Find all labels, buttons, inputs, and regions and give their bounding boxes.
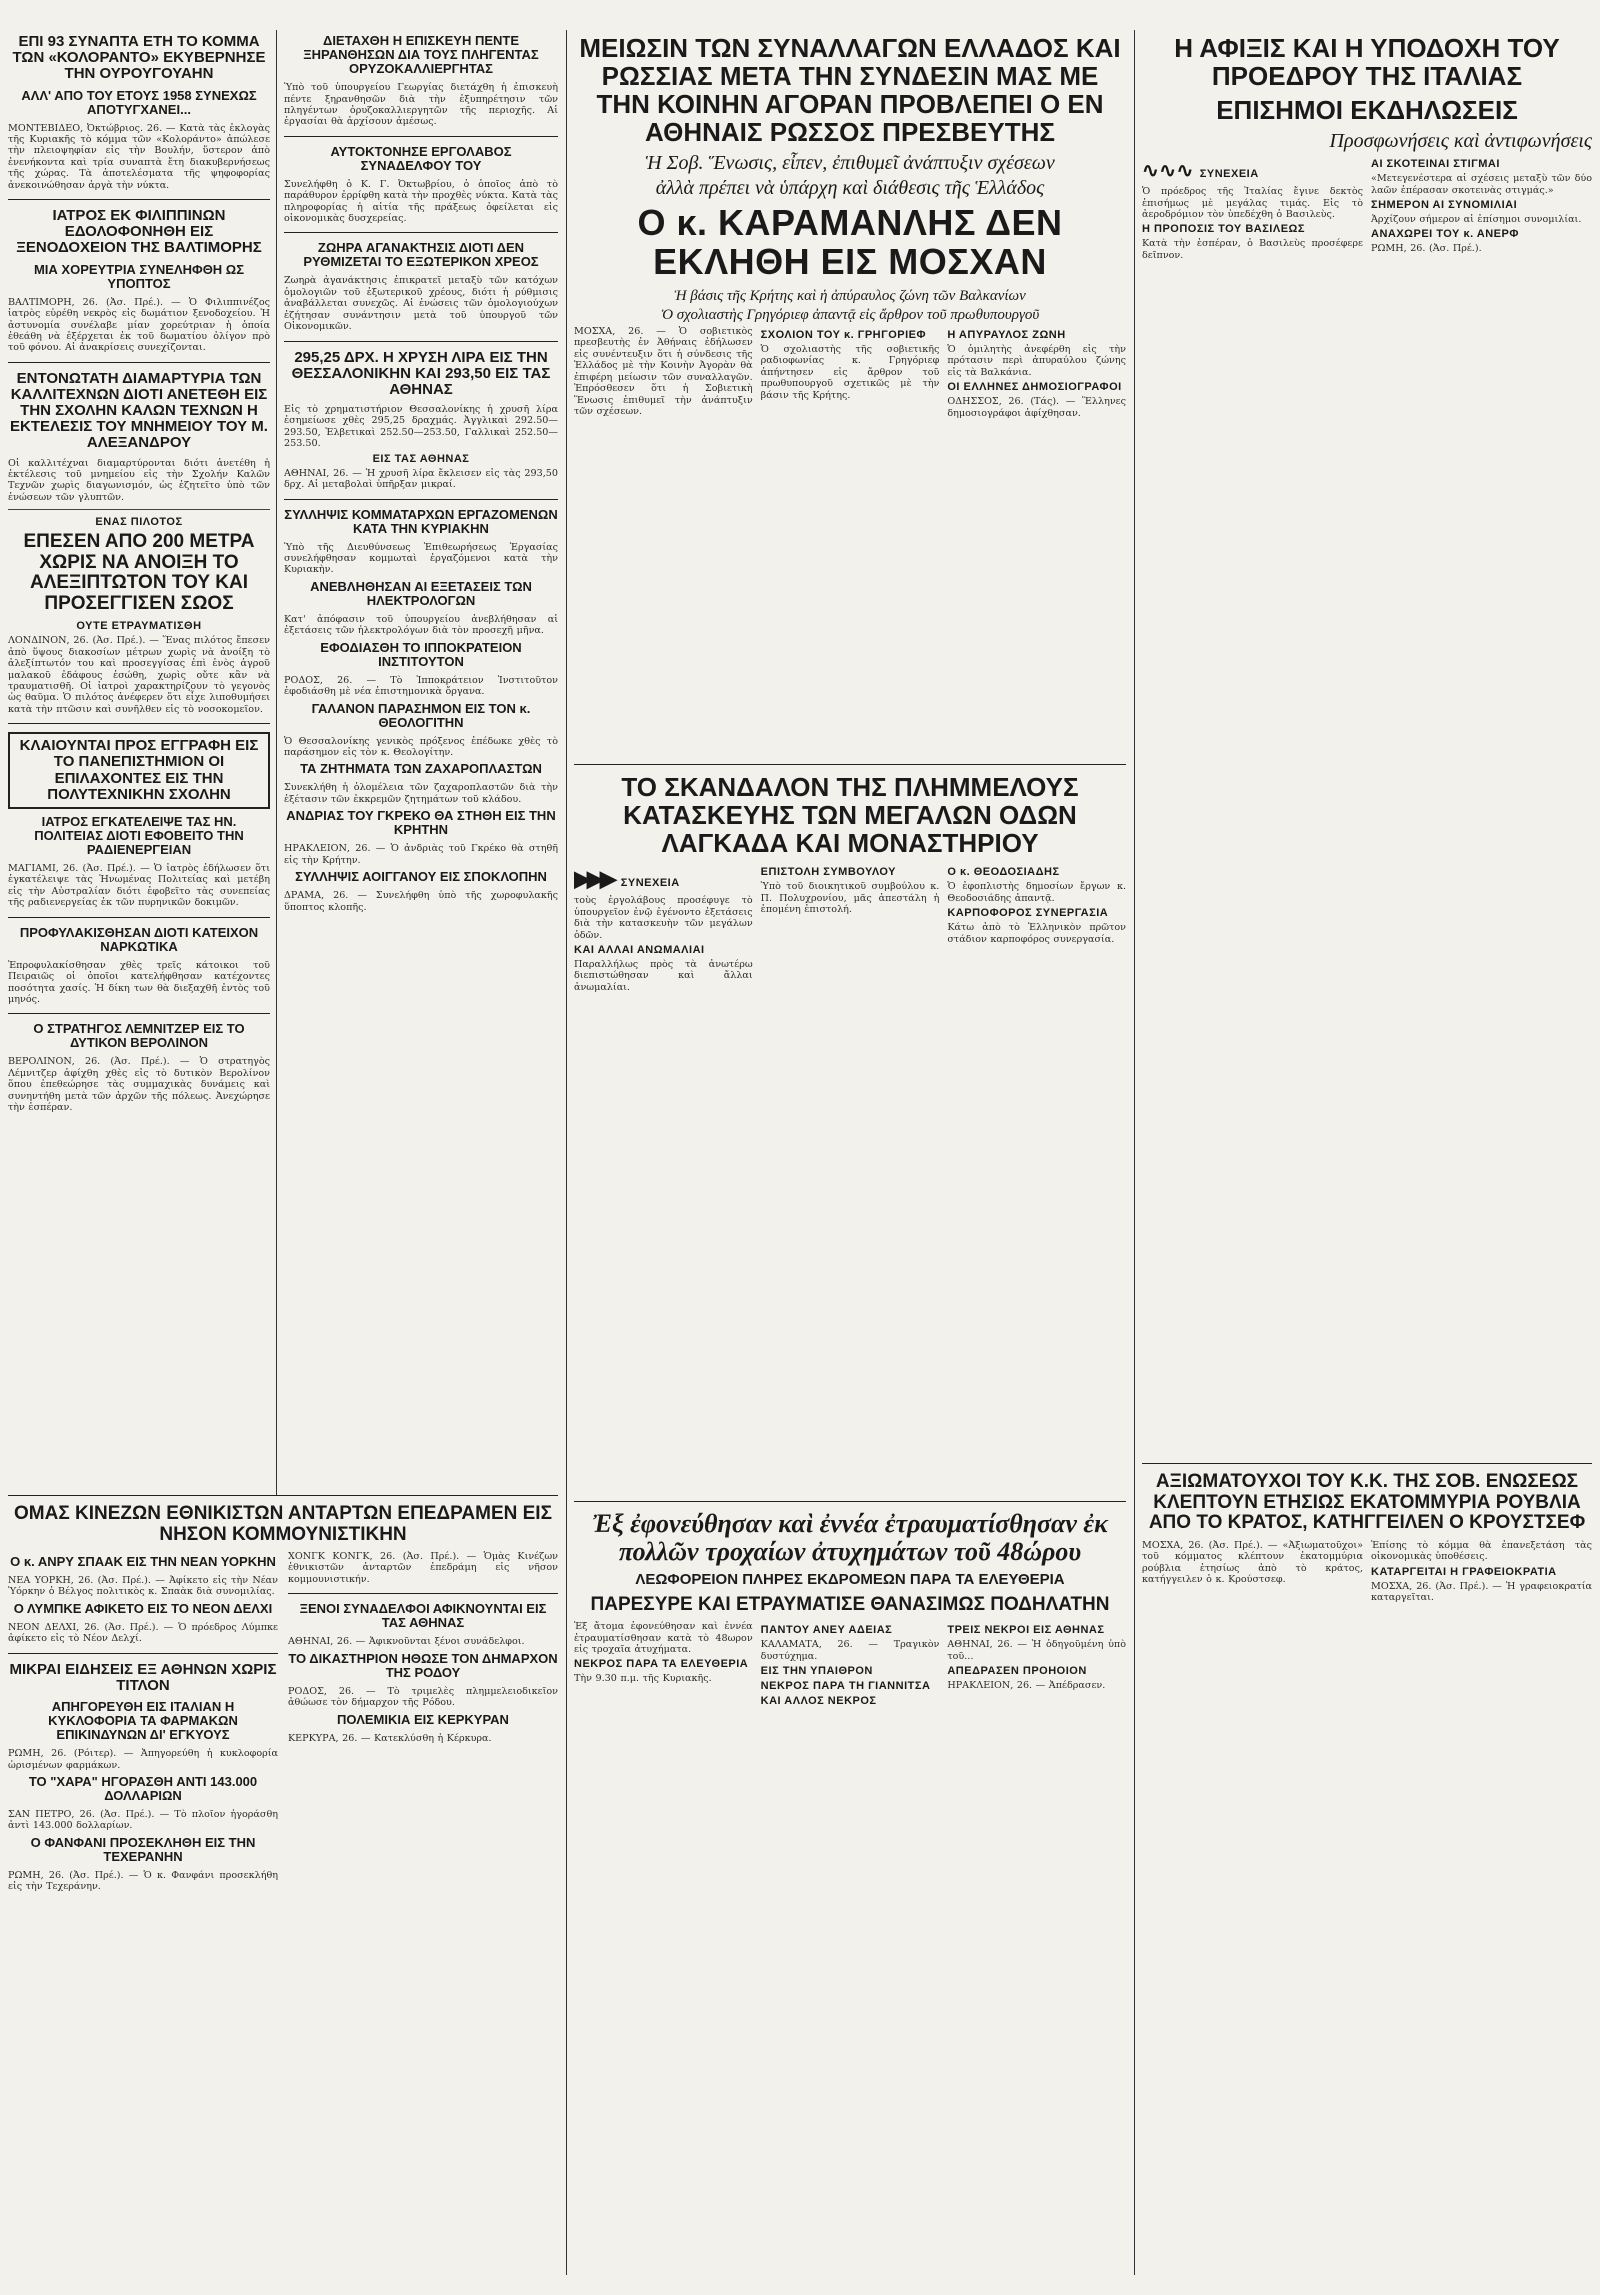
article-text: Ὁ ἐφοπλιστὴς δημοσίων ἔργων κ. Θεοδοσιάδης ἀπαντᾷ. (947, 881, 1126, 904)
article-text: Ἐξ ἄτομα ἐφονεύθησαν καὶ ἐννέα ἐτραυματίσθησαν κατὰ τὸ 48ωρον εἰς τροχαῖα ἀτυχήματα. (574, 1621, 753, 1655)
article-text: ΗΡΑΚΛΕΙΟΝ, 26. — Ὁ ἀνδριὰς τοῦ Γκρέκο θὰ στηθῆ εἰς τὴν Κρήτην. (284, 843, 558, 866)
kicker-right: Προσφωνήσεις καὶ ἀντιφωνήσεις (1329, 130, 1592, 153)
sub-1: Ἡ βάσις τῆς Κρήτης καὶ ἡ ἀπύραυλος ζώνη τῶν Βαλκανίων (674, 288, 1026, 305)
column-rule (1134, 30, 1135, 2275)
article-text: ΡΟΔΟΣ, 26. — Τὸ Ἱπποκράτειον Ἰνστιτοῦτον ἐφοδιάσθη μὲ νέα ἐπιστημονικὰ ὄργανα. (284, 674, 558, 698)
kicker-2: ἀλλὰ πρέπει νὰ ὑπάρχη καὶ διάθεσις τῆς Ἑλλάδος (655, 177, 1045, 200)
article-text: ΜΑΓΙΑΜΙ, 26. (Ἀσ. Πρέ.). — Ὁ ἰατρὸς ἐδήλωσεν ὅτι ἐγκατέλειψε τὰς Ἡνωμένας Πολιτείας καὶ μετέβη εἰς τὴν Αὐστραλίαν διότι ἐφοβεῖτο τὰς συνεπείας τῆς ραδιενεργείας ἐκ τῶν πυρηνικῶν δοκιμῶν. (8, 863, 270, 909)
article-text: ΑΘΗΝΑΙ, 26. — Ἡ ὁδηγοῦμένη ὑπὸ τοῦ... (947, 1639, 1126, 1662)
headline-iatros: ΙΑΤΡΟΣ ΕΚ ΦΙΛΙΠΠΙΝΩΝ ΕΔΟΛΟΦΟΝΗΘΗ ΕΙΣ ΞΕΝΟΔΟΧΕΙΟΝ ΤΗΣ ΒΑΛΤΙΜΟΡΗΣ (16, 207, 262, 257)
article-text: ΝΕΑ ΥΟΡΚΗ, 26. (Ἀσ. Πρέ.). — Ἀφίκετο εἰς τὴν Νέαν Ὑόρκην ὁ Βέλγος πολιτικὸς κ. Σπαὰκ διὰ συνομιλίας. (8, 1575, 278, 1598)
byline-nekros2: ΝΕΚΡΟΣ ΠΑΡΑ ΤΑ ΕΛΕΥΘΕΡΙΑ (574, 1658, 749, 1671)
byline-theodosiadis: Ο κ. ΘΕΟΔΟΣΙΑΔΗΣ (947, 866, 1060, 879)
headline-episimoi: ΕΠΙΣΗΜΟΙ ΕΚΔΗΛΩΣΕΙΣ (1216, 95, 1518, 126)
article-text: ΜΟΣΧΑ, 26. (Ἀσ. Πρέ.). — «Ἀξιωματοῦχοι» τοῦ κόμματος κλέπτουν ἑκατομμύρια ρούβλια ἐτησίως ἀπὸ τὸ κράτος, κατήγγειλεν ὁ κ. Κρούστσεφ. (1142, 1539, 1363, 1585)
headline-xenoi: ΞΕΝΟΙ ΣΥΝΑΔΕΛΦΟΙ ΑΦΙΚΝΟΥΝΤΑΙ ΕΙΣ ΤΑΣ ΑΘΗΝΑΣ (299, 1601, 547, 1631)
article-text: Εἰς τὸ χρηματιστήριον Θεσσαλονίκης ἡ χρυσῆ λίρα ἐσημείωσε χθὲς 295,25 δραχμάς. Ἀγγλικαὶ 292.50—293.50, Ἑλβετικαὶ 252.50—253.50, Γαλλικαὶ 252.50—253.50. (284, 404, 558, 450)
article-text: ΒΑΛΤΙΜΟΡΗ, 26. (Ἀσ. Πρέ.). — Ὁ Φιλιππινέζος ἰατρὸς εὑρέθη νεκρὸς εἰς δωμάτιον ξενοδοχείου. Ἡ ἀστυνομία συνέλαβε μίαν χορεύτριαν ἡ ὁποία ἐθεάθη νὰ ἐξέρχεται ἐκ τοῦ δωματίου ὀλίγον πρὸ τοῦ φόνου. Αἱ ἀνακρίσεις συνεχίζονται. (8, 296, 270, 354)
headline-iatros2: ΙΑΤΡΟΣ ΕΓΚΑΤΕΛΕΙΨΕ ΤΑΣ ΗΝ. ΠΟΛΙΤΕΙΑΣ ΔΙΟΤΙ ΕΦΟΒΕΙΤΟ ΤΗΝ ΡΑΔΙΕΝΕΡΓΕΙΑΝ (34, 813, 244, 857)
headline-efodeliothi: ΕΦΟΔΙΑΣΘΗ ΤΟ ΙΠΠΟΚΡΑΤΕΙΟΝ ΙΝΣΤΙΤΟΥΤΟΝ (320, 639, 522, 669)
headline-fanfani: Ο ΦΑΝΦΑΝΙ ΠΡΟΣΕΚΛΗΘΗ ΕΙΣ ΤΗΝ ΤΕΧΕΡΑΝΗΝ (30, 1834, 256, 1864)
byline-scholion: ΣΧΟΛΙΟΝ ΤΟΥ κ. ΓΡΗΓΟΡΙΕΦ (760, 329, 927, 342)
right-section (1142, 30, 1592, 2275)
article-text: Ὑπὸ τῆς Διευθύνσεως Ἐπιθεωρήσεως Ἐργασίας συνελήφθησαν κομμωταὶ ἐργαζόμενοι κατὰ τὴν Κυριακὴν. (284, 541, 558, 576)
headline-zitimata: ΤΑ ΖΗΤΗΜΑΤΑ ΤΩΝ ΖΑΧΑΡΟΠΛΑΣΤΩΝ (300, 761, 542, 777)
article-text: Ὁ ὁμιλητὴς ἀνεφέρθη εἰς τὴν πρότασιν περὶ ἀπυραύλου ζώνης εἰς τὰ Βαλκάνια. (947, 344, 1126, 378)
sub-2: Ὁ σχολιαστὴς Γρηγόριεφ ἀπαντᾷ εἰς ἄρθρον τοῦ πρωθυπουργοῦ (660, 307, 1040, 324)
swirl-icon: ∿∿∿ (1142, 160, 1194, 183)
article-text: Ὑπὸ τοῦ διοικητικοῦ συμβούλου κ. Π. Πολυχρονίου, μᾶς ἀπεστάλη ἡ ἑπομένη ἐπιστολή. (760, 881, 940, 916)
headline-mikrai: ΜΙΚΡΑΙ ΕΙΔΗΣΕΙΣ ΕΞ ΑΘΗΝΩΝ ΧΩΡΙΣ ΤΙΤΛΟΝ (9, 1660, 277, 1694)
article-text: ΡΟΔΟΣ, 26. — Τὸ τριμελὲς πλημμελειοδικεῖον ἀθώωσε τὸν δήμαρχον τῆς Ρόδου. (288, 1685, 558, 1709)
headline-andrias: ΑΝΔΡΙΑΣ ΤΟΥ ΓΚΡΕΚΟ ΘΑ ΣΤΗΘΗ ΕΙΣ ΤΗΝ ΚΡΗΤΗΝ (286, 808, 556, 838)
byline-anechorisan: ΑΝΑΧΩΡΕΙ ΤΟΥ κ. ΑΝΕΡΦ (1371, 228, 1519, 241)
headline-diatagi: ΔΙΕΤΑΧΘΗ Η ΕΠΙΣΚΕΥΗ ΠΕΝΤΕ ΞΗΡΑΝΘΗΣΩΝ ΔΙΑ ΤΟΥΣ ΠΛΗΓΕΝΤΑΣ ΟΡΥΖΟΚΑΛΛΙΕΡΓΗΤΑΣ (303, 33, 539, 77)
article-text: Ἐπίσης τὸ κόμμα θὰ ἐπανεξετάση τὰς οἰκονομικὰς ὑποθέσεις. (1371, 1539, 1592, 1563)
article-text: ΣΑΝ ΠΕΤΡΟ, 26. (Ἀσ. Πρέ.). — Τὸ πλοῖον ἠγοράσθη ἀντὶ 143.000 δολλαρίων. (8, 1809, 278, 1832)
article-text: «Μετεγενέστερα αἱ σχέσεις μεταξὺ τῶν δύο λαῶν ἐπέρασαν σκοτεινὰς στιγμάς.» (1371, 173, 1592, 196)
headline-klaoyntai: ΚΛΑΙΟΥΝΤΑΙ ΠΡΟΣ ΕΓΓΡΑΦΗ ΕΙΣ ΤΟ ΠΑΝΕΠΙΣΤΗΜΙΟΝ ΟΙ ΕΠΙΛΑΧΟΝΤΕΣ ΕΙΣ ΤΗΝ ΠΟΛΥΤΕΧΝΙΚΗΝ ΣΧΟΛΗΝ (8, 732, 270, 809)
synecheia-label: ΣΥΝΕΧΕΙΑ (620, 877, 680, 890)
headline-xara: ΤΟ "ΧΑΡΑ" ΗΓΟΡΑΣΘΗ ΑΝΤΙ 143.000 ΔΟΛΛΑΡΙΩΝ (28, 1774, 258, 1804)
byline-karpo: ΚΑΡΠΟΦΟΡΟΣ ΣΥΝΕΡΓΑΣΙΑ (947, 907, 1109, 920)
headline-kolorado: ΕΠΙ 93 ΣΥΝΑΠΤΑ ΕΤΗ ΤΟ ΚΟΜΜΑ ΤΩΝ «ΚΟΛΟΡΑΝΤΟ» ΕΚΥΒΕΡΝΗΣΕ ΤΗΝ ΟΥΡΟΥΓΟΥΑΗΝ (12, 33, 266, 83)
headline-epesen: ΕΠΕΣΕΝ ΑΠΟ 200 ΜΕΤΡΑ ΧΩΡΙΣ ΝΑ ΑΝΟΙΞΗ ΤΟ ΑΛΕΞΙΠΤΩΤΟΝ ΤΟΥ ΚΑΙ ΠΡΟΣΕΓΓΙΣΕΝ ΣΩΟΣ (23, 531, 255, 614)
headline-afixis: Η ΑΦΙΞΙΣ ΚΑΙ Η ΥΠΟΔΟΧΗ ΤΟΥ ΠΡΟΕΔΡΟΥ ΤΗΣ ΙΤΑΛΙΑΣ (1174, 33, 1560, 92)
byline-epistoli: ΕΠΙΣΤΟΛΗ ΣΥΜΒΟΥΛΟΥ (760, 866, 896, 879)
lower-left-section (8, 1495, 558, 2275)
headline-dikastirion: ΤΟ ΔΙΚΑΣΤΗΡΙΟΝ ΗΘΩΣΕ ΤΟΝ ΔΗΜΑΡΧΟΝ ΤΗΣ ΡΟΔΟΥ (288, 1650, 558, 1680)
headline-karamanlis: Ο κ. ΚΑΡΑΜΑΝΛΗΣ ΔΕΝ ΕΚΛΗΘΗ ΕΙΣ ΜΟΣΧΑΝ (637, 202, 1063, 283)
byline-allos: ΚΑΙ ΑΛΛΟΣ ΝΕΚΡΟΣ (760, 1694, 877, 1707)
article-text: Κατ' ἀπόφασιν τοῦ ὑπουργείου ἀνεβλήθησαν αἱ ἐξετάσεις τῶν ἠλεκτρολόγων διὰ τὸν προσεχῆ μῆνα. (284, 613, 558, 637)
byline-apyravlos: Η ΑΠΥΡΑΥΛΟΣ ΖΩΝΗ (947, 329, 1066, 342)
article-text: ΡΩΜΗ, 26. (Ἀσ. Πρέ.). — Ὁ κ. Φανφάνι προσεκλήθη εἰς τὴν Τεχεράνην. (8, 1869, 278, 1893)
headline-axiomatoyxoi: ΑΞΙΩΜΑΤΟΥΧΟΙ ΤΟΥ Κ.Κ. ΤΗΣ ΣΟΒ. ΕΝΩΣΕΩΣ ΚΛΕΠΤΟΥΝ ΕΤΗΣΙΩΣ ΕΚΑΤΟΜΜΥΡΙΑ ΡΟΥΒΛΙΑ ΑΠΟ ΤΟ ΚΡΑΤΟΣ, ΚΑΤΗΓΓΕΙΛΕΝ Ο ΚΡΟΥΣΤΣΕΦ (1148, 1471, 1586, 1534)
byline-oute: ΟΥΤΕ ΕΤΡΑΥΜΑΤΙΣΘΗ (76, 620, 202, 633)
byline-athinas: ΕΙΣ ΤΑΣ ΑΘΗΝΑΣ (372, 452, 470, 465)
article-text: ΛΟΝΔΙΝΟΝ, 26. (Ἀσ. Πρέ.). — Ἕνας πιλότος ἔπεσεν ἀπὸ ὕψους διακοσίων μέτρων χωρὶς νὰ ἀνοίξη τὸ ἀλεξίπτωτόν του καὶ προσεγγίσας ἐπὶ ἑνὸς ἀγροῦ μαλακοῦ ἐδάφους ἐσώθη, χωρὶς οὔτε κἂν νὰ τραυματισθῆ. Οἱ ἰατροὶ χαρακτηρίζουν τὸ γεγονὸς ὡς θαῦμα. Ὁ πιλότος ἀνέφερεν ὅτι εἶχε λιποθυμήσει κατὰ τὴν πτῶσιν καὶ συνῆλθεν εἰς τὸ νοσοκομεῖον. (8, 635, 270, 715)
headline-omas: ΟΜΑΣ ΚΙΝΕΖΩΝ ΕΘΝΙΚΙΣΤΩΝ ΑΝΤΑΡΤΩΝ ΕΠΕΔΡΑΜΕΝ ΕΙΣ ΝΗΣΟΝ ΚΟΜΜΟΥΝΙΣΤΙΚΗΝ (14, 1503, 552, 1545)
headline-leoforeion: ΛΕΩΦΟΡΕΙΟΝ ΠΛΗΡΕΣ ΕΚΔΡΟΜΕΩΝ ΠΑΡΑ ΤΑ ΕΛΕΥΘΕΡΙΑ (635, 1571, 1065, 1589)
headline-lira: 295,25 ΔΡΧ. Η ΧΡΥΣΗ ΛΙΡΑ ΕΙΣ ΤΗΝ ΘΕΣΣΑΛΟΝΙΚΗΝ ΚΑΙ 293,50 ΕΙΣ ΤΑΣ ΑΘΗΝΑΣ (291, 348, 551, 398)
byline-nekros1: ΝΕΚΡΟΣ ΠΑΡΑ ΤΗ ΓΙΑΝΝΙΤΣΑ (760, 1679, 931, 1692)
article-text: ΝΕΟΝ ΔΕΛΧΙ, 26. (Ἀσ. Πρέ.). — Ὁ πρόεδρος Λύμπκε ἀφίκετο εἰς τὸ Νέον Δελχί. (8, 1621, 278, 1645)
center-section (574, 30, 1126, 2275)
article-text: Ἐπροφυλακίσθησαν χθὲς τρεῖς κάτοικοι τοῦ Πειραιῶς οἱ ὁποῖοι κατελήφθησαν κατέχοντες ποσότητα χασίς. Ἡ δίκη των θὰ διεξαχθῆ ἐντὸς τοῦ μηνός. (8, 959, 270, 1005)
article-text: Ὑπὸ τοῦ ὑπουργείου Γεωργίας διετάχθη ἡ ἐπισκευὴ πέντε ξηρανθησῶν διὰ τὴν ἐξυπηρέτησιν τῶν πληγέντων ὀρυζοκαλλιεργητῶν τῆς περιοχῆς. Αἱ ἐργασίαι θὰ ἀρχίσουν ἀμέσως. (284, 82, 558, 128)
byline-simeron: ΣΗΜΕΡΟΝ ΑΙ ΣΥΝΟΜΙΛΙΑΙ (1371, 199, 1518, 212)
article-text: Συνεκλήθη ἡ ὁλομέλεια τῶν ζαχαροπλαστῶν διὰ τὴν ἐξέτασιν τῶν ἐκκρεμῶν ζητημάτων τοῦ κλάδου. (284, 782, 558, 805)
article-text: ΡΩΜΗ, 26. (Ἀσ. Πρέ.). (1371, 243, 1482, 255)
headline-entonotati: ΕΝΤΟΝΩΤΑΤΗ ΔΙΑΜΑΡΤΥΡΙΑ ΤΩΝ ΚΑΛΛΙΤΕΧΝΩΝ ΔΙΟΤΙ ΑΝΕΤΕΘΗ ΕΙΣ ΤΗΝ ΣΧΟΛΗΝ ΚΑΛΩΝ ΤΕΧΝΩΝ Η ΕΚΤΕΛΕΣΙΣ ΤΟΥ ΜΝΗΜΕΙΟΥ ΤΟΥ Μ. ΑΛΕΞΑΝΔΡΟΥ (10, 369, 268, 452)
byline-ypaithron: ΕΙΣ ΤΗΝ ΥΠΑΙΘΡΟΝ (760, 1664, 873, 1677)
article-text: Τὴν 9.30 π.μ. τῆς Κυριακῆς. (574, 1673, 712, 1685)
article-text: Παραλλήλως πρὸς τὰ ἀνωτέρω διεπιστώθησαν καὶ ἄλλαι ἀνωμαλίαι. (574, 958, 753, 993)
byline-nekroi: ΤΡΕΙΣ ΝΕΚΡΟΙ ΕΙΣ ΑΘΗΝΑΣ (947, 1624, 1105, 1637)
article-text: ΚΑΛΑΜΑΤΑ, 26. — Τραγικὸν δυστύχημα. (760, 1639, 940, 1662)
article-text: ΑΘΗΝΑΙ, 26. — Ἀφικνοῦνται ξένοι συνάδελφοι. (288, 1636, 525, 1648)
article-text: ΡΩΜΗ, 26. (Ρόιτερ). — Ἀπηγορεύθη ἡ κυκλοφορία ὡρισμένων φαρμάκων. (8, 1748, 278, 1771)
article-text: ΑΘΗΝΑΙ, 26. — Ἡ χρυσῆ λίρα ἔκλεισεν εἰς τὰς 293,50 δρχ. Αἱ μεταβολαὶ ὑπῆρξαν μικραί. (284, 467, 558, 491)
article-text: ΗΡΑΚΛΕΙΟΝ, 26. — Ἀπέδρασεν. (947, 1679, 1106, 1691)
headline-efoneythisan: Ἐξ ἐφονεύθησαν καὶ ἐννέα ἐτραυματίσθησαν ἐκ πολλῶν τροχαίων ἀτυχημάτων τοῦ 48ώρου (592, 1509, 1108, 1567)
byline-protosi: Η ΠΡΟΠΟΣΙΣ ΤΟΥ ΒΑΣΙΛΕΩΣ (1142, 223, 1305, 236)
article-text: ΚΕΡΚΥΡΑ, 26. — Κατεκλύσθη ἡ Κέρκυρα. (288, 1732, 492, 1744)
article-text: Ὁ πρόεδρος τῆς Ἰταλίας ἔγινε δεκτὸς ἐπισήμως μὲ μεγάλας τιμάς. Εἰς τὸ ἀεροδρόμιον τὸν ὑπεδέχθη ὁ Βασιλεὺς. (1142, 186, 1363, 221)
article-text: Συνελήφθη ὁ Κ. Γ. Ὀκτωβρίου, ὁ ὁποῖος ἀπὸ τὸ παράθυρον ἐρρίφθη κατὰ τὴν προχθὲς νύκτα. Κατὰ τὰς πληροφορίας ἡ αἰτία τῆς πράξεως ὀφείλεται εἰς οἰκονομικὰς δυσχερείας. (284, 178, 558, 224)
headline-aneblithisan: ΑΝΕΒΛΗΘΗΣΑΝ ΑΙ ΕΞΕΤΑΣΕΙΣ ΤΩΝ ΗΛΕΚΤΡΟΛΟΓΩΝ (310, 578, 532, 608)
article-text: ΜΟΣΧΑ, 26. — Ὁ σοβιετικὸς πρεσβευτὴς ἐν Ἀθήναις ἐδήλωσεν εἰς συνέντευξιν ὅτι ἡ σύνδεσις τῆς Ἑλλάδος μὲ τὴν Κοινὴν Ἀγορὰν θὰ ἐπιφέρη μείωσιν τῶν συναλλαγῶν. Ἐπρόσθεσεν ὅτι ἡ Σοβιετικὴ Ἕνωσις ἐπιθυμεῖ τὴν ἀνάπτυξιν τῶν σχέσεων. (574, 326, 753, 417)
article-text: Ἀρχίζουν σήμερον αἱ ἐπίσημοι συνομιλίαι. (1371, 214, 1582, 226)
article-text: ΜΟΣΧΑ, 26. (Ἀσ. Πρέ.). — Ἡ γραφειοκρατία καταργεῖται. (1371, 1580, 1592, 1603)
byline-ellines: ΟΙ ΕΛΛΗΝΕΣ ΔΗΜΟΣΙΟΓΡΑΦΟΙ (947, 381, 1122, 394)
byline-pantoy: ΠΑΝΤΟΥ ΑΝΕΥ ΑΔΕΙΑΣ (760, 1624, 893, 1637)
byline-grafeiokratia: ΚΑΤΑΡΓΕΙΤΑΙ Η ΓΡΑΦΕΙΟΚΡΑΤΙΑ (1371, 1565, 1557, 1578)
article-text: Ὁ σχολιαστὴς τῆς σοβιετικῆς ραδιοφωνίας κ. Γρηγόριεφ ἀπήντησεν εἰς ἄρθρον τοῦ πρωθυπουργοῦ σχετικῶς μὲ τὴν βάσιν τῆς Κρήτης. (760, 344, 940, 401)
article-text: Οἱ καλλιτέχναι διαμαρτύρονται διότι ἀνετέθη ἡ ἐκτέλεσις τοῦ μνημείου εἰς τὴν Σχολήν Καλῶν Τεχνῶν χωρὶς διαγωνισμόν, ὡς ἐζητεῖτο ὑπὸ τῶν ἐνώσεων τῶν γλυπτῶν. (8, 457, 270, 503)
headline-aytoktonise: ΑΥΤΟΚΤΟΝΗΣΕ ΕΡΓΟΛΑΒΟΣ ΣΥΝΑΔΕΛΦΟΥ ΤΟΥ (330, 143, 512, 173)
headline-paresyre: ΠΑΡΕΣΥΡΕ ΚΑΙ ΕΤΡΑΥΜΑΤΙΣΕ ΘΑΝΑΣΙΜΩΣ ΠΟΔΗΛΑΤΗΝ (590, 1593, 1110, 1615)
byline-skotinai: ΑΙ ΣΚΟΤΕΙΝΑΙ ΣΤΙΓΜΑΙ (1371, 158, 1500, 171)
headline-main: ΜΕΙΩΣΙΝ ΤΩΝ ΣΥΝΑΛΛΑΓΩΝ ΕΛΛΑΔΟΣ ΚΑΙ ΡΩΣΣΙΑΣ ΜΕΤΑ ΤΗΝ ΣΥΝΔΕΣΙΝ ΜΑΣ ΜΕ ΤΗΝ ΚΟΙΝΗΝ ΑΓΟΡΑΝ ΠΡΟΒΛΕΠΕΙ Ο ΕΝ ΑΘΗΝΑΙΣ ΡΩΣΣΟΣ ΠΡΕΣΒΕΥΤΗΣ (579, 33, 1121, 148)
headline-choreftria: ΜΙΑ ΧΟΡΕΥΤΡΙΑ ΣΥΝΕΛΗΦΘΗ ΩΣ ΥΠΟΠΤΟΣ (33, 261, 245, 291)
column-rule (566, 30, 567, 2275)
headline-spak: Ο κ. ΑΝΡΥ ΣΠΑΑΚ ΕΙΣ ΤΗΝ ΝΕΑΝ ΥΟΡΚΗΝ (10, 1554, 276, 1570)
arrows-icon: ▶▶▶ (574, 866, 613, 892)
headline-polemikia: ΠΟΛΕΜΙΚΙΑ ΕΙΣ ΚΕΡΚΥΡΑΝ (337, 1711, 509, 1727)
kicker-1: Ἡ Σοβ. Ἕνωσις, εἶπεν, ἐπιθυμεῖ ἀνάπτυξιν σχέσεων (645, 152, 1055, 175)
article-text: Κατὰ τὴν ἑσπέραν, ὁ Βασιλεὺς προσέφερε δεῖπνον. (1142, 238, 1363, 261)
headline-zoiri: ΖΩΗΡΑ ΑΓΑΝΑΚΤΗΣΙΣ ΔΙΟΤΙ ΔΕΝ ΡΥΘΜΙΖΕΤΑΙ ΤΟ ΕΞΩΤΕΡΙΚΟΝ ΧΡΕΟΣ (303, 240, 539, 270)
headline-lymbke: Ο ΛΥΜΠΚΕ ΑΦΙΚΕΤΟ ΕΙΣ ΤΟ ΝΕΟΝ ΔΕΛΧΙ (13, 1600, 273, 1616)
article-text: τοὺς ἐργολάβους προσέφυγε τὸ ὑπουργεῖον ἐνῷ ἐγένοντο ἐξετάσεις διὰ τὴν κατασκευὴν τῶν μεγάλων ὁδῶν. (574, 895, 753, 941)
headline-lemnitzer: Ο ΣΤΡΑΤΗΓΟΣ ΛΕΜΝΙΤΖΕΡ ΕΙΣ ΤΟ ΔΥΤΙΚΟΝ ΒΕΡΟΛΙΝΟΝ (33, 1021, 245, 1051)
headline-skandalon: ΤΟ ΣΚΑΝΔΑΛΟΝ ΤΗΣ ΠΛΗΜΜΕΛΟΥΣ ΚΑΤΑΣΚΕΥΗΣ ΤΩΝ ΜΕΓΑΛΩΝ ΟΔΩΝ ΛΑΓΚΑΔΑ ΚΑΙ ΜΟΝΑΣΤΗΡΙΟΥ (621, 772, 1079, 859)
article-text: ΧΟΝΓΚ ΚΟΝΓΚ, 26. (Ἀσ. Πρέ.). — Ὁμὰς Κινέζων ἐθνικιστῶν ἀνταρτῶν ἐπεδράμη εἰς νῆσον κομμουνιστικήν. (288, 1551, 558, 1585)
byline-pilotos: ΕΝΑΣ ΠΙΛΟΤΟΣ (95, 516, 183, 529)
byline-apodrasi: ΑΠΕΔΡΑΣΕΝ ΠΡΟΗΟΙΟΝ (947, 1664, 1087, 1677)
headline-profylaki: ΠΡΟΦΥΛΑΚΙΣΘΗΣΑΝ ΔΙΟΤΙ ΚΑΤΕΙΧΟΝ ΝΑΡΚΩΤΙΚΑ (19, 924, 259, 954)
article-text: Ὁ Θεσσαλονίκης γενικὸς πρόξενος ἐπέδωκε χθὲς τὸ παράσημον εἰς τὸν κ. Θεολογίτην. (284, 735, 558, 758)
article-text: ΔΡΑΜΑ, 26. — Συνελήφθη ὑπὸ τῆς χωροφυλακῆς ὕποπτος κλοπῆς. (284, 890, 558, 913)
article-text: Ζωηρὰ ἀγανάκτησις ἐπικρατεῖ μεταξὺ τῶν κατόχων ὁμολογιῶν τοῦ ἐξωτερικοῦ χρέους, διότι ἡ ρύθμισις ἀναβάλλεται συνεχῶς. Αἱ ἐνώσεις τῶν ὁμολογιούχων ἐζήτησαν συνάντησιν μετὰ τοῦ ὑπουργοῦ τῶν Οἰκονομικῶν. (284, 275, 558, 333)
headline-kolorado-sub: ΑΛΛ' ΑΠΟ ΤΟΥ ΕΤΟΥΣ 1958 ΣΥΝΕΧΩΣ ΑΠΟΤΥΓΧΑΝΕΙ... (21, 87, 257, 117)
headline-syllipsis2: ΣΥΛΛΗΨΙΣ ΑΟΙΓΓΑΝΟΥ ΕΙΣ ΣΠΟΚΛΟΠΗΝ (295, 869, 547, 885)
synecheia-label: ΣΥΝΕΧΕΙΑ (1199, 168, 1259, 181)
byline-anomaliai: ΚΑΙ ΑΛΛΑΙ ΑΝΩΜΑΛΙΑΙ (574, 943, 705, 956)
article-text: ΒΕΡΟΛΙΝΟΝ, 26. (Ἀσ. Πρέ.). — Ὁ στρατηγὸς Λέμνιτζερ ἀφίχθη χθὲς εἰς τὸ δυτικὸν Βερολίνον ὅπου ἐπεθεώρησε τὰς συμμαχικὰς δυνάμεις καὶ συνηντήθη μετὰ τῶν ἀρχῶν τῆς πόλεως. Ἀνεχώρησε τὴν ἑσπέραν. (8, 1056, 270, 1114)
article-text: Κάτω ἀπὸ τὸ Ἑλληνικὸν πρῶτον στάδιον καρποφόρος συνεργασία. (947, 922, 1126, 945)
article-text: ΜΟΝΤΕΒΙΔΕΟ, Ὀκτώβριος. 26. — Κατὰ τὰς ἐκλογὰς τῆς Κυριακῆς τὸ κόμμα τῶν «Κολοράντο» ἀπώλεσε τὴν πλειοψηφίαν εἰς τὴν Βουλήν, ὕστερον ἀπὸ ἐνενήκοντα καὶ τρία συναπτὰ ἔτη διακυβερνήσεως τῆς χώρας. Τὰ ἀποτελέσματα τῆς ψηφοφορίας ἀνεκοινώθησαν ἀργὰ τὴν νύκτα. (8, 122, 270, 191)
headline-agoreysis: ΑΠΗΓΟΡΕΥΘΗ ΕΙΣ ΙΤΑΛΙΑΝ Η ΚΥΚΛΟΦΟΡΙΑ ΤΑ ΦΑΡΜΑΚΩΝ ΕΠΙΚΙΝΔΥΝΩΝ ΔΙ' ΕΓΚΥΟΥΣ (48, 1699, 238, 1743)
headline-syllipsis: ΣΥΛΛΗΨΙΣ ΚΟΜΜΑΤΑΡΧΩΝ ΕΡΓΑΖΟΜΕΝΩΝ ΚΑΤΑ ΤΗΝ ΚΥΡΙΑΚΗΝ (284, 506, 558, 536)
article-text: ΟΔΗΣΣΟΣ, 26. (Τάς). — Ἕλληνες δημοσιογράφοι ἀφίχθησαν. (947, 396, 1126, 419)
headline-galanon: ΓΑΛΑΝΟΝ ΠΑΡΑΣΗΜΟΝ ΕΙΣ ΤΟΝ κ. ΘΕΟΛΟΓΙΤΗΝ (311, 700, 531, 730)
